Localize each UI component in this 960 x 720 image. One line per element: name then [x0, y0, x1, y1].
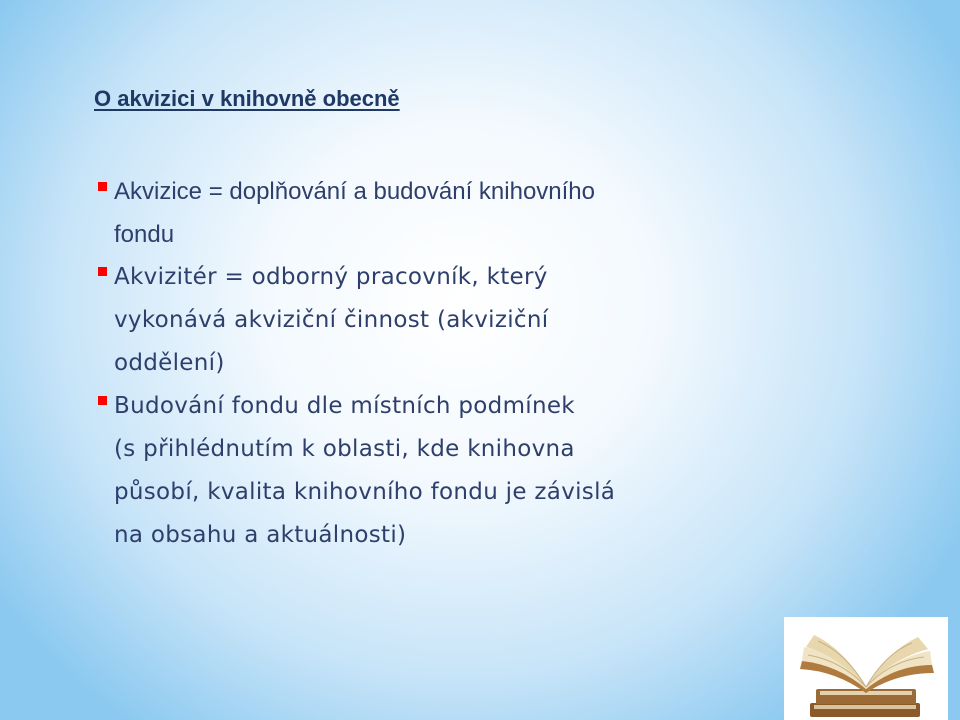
bullet-text-line: Budování fondu dle místních podmínek	[114, 393, 575, 419]
bullet-text-line: oddělení)	[114, 350, 225, 376]
bullet-square-icon	[98, 182, 107, 191]
bullet-text-line: (s přihlédnutím k oblasti, kde knihovna	[114, 436, 575, 462]
bullet-text-line: na obsahu a aktuálnosti)	[114, 522, 407, 548]
open-book-on-stack-icon	[784, 617, 948, 720]
bullet-list	[96, 170, 776, 557]
bullet-item-acquisitor	[96, 256, 776, 385]
bullet-text-line: působí, kvalita knihovního fondu je závislá	[114, 479, 616, 505]
bullet-square-icon	[98, 267, 107, 276]
bullet-item-acquisition	[96, 170, 776, 256]
bullet-square-icon	[98, 396, 107, 405]
bullet-text-line: Akvizitér = odborný pracovník, který	[114, 264, 548, 290]
slide-title: O akvizici v knihovně obecně	[94, 86, 400, 111]
bullet-text-line: vykonává akviziční činnost (akviziční	[114, 307, 549, 333]
bullet-text-line: fondu	[114, 221, 175, 248]
bullet-text-line: Akvizice = doplňování a budování knihovního	[114, 178, 595, 205]
bullet-item-collection-building	[96, 385, 776, 557]
